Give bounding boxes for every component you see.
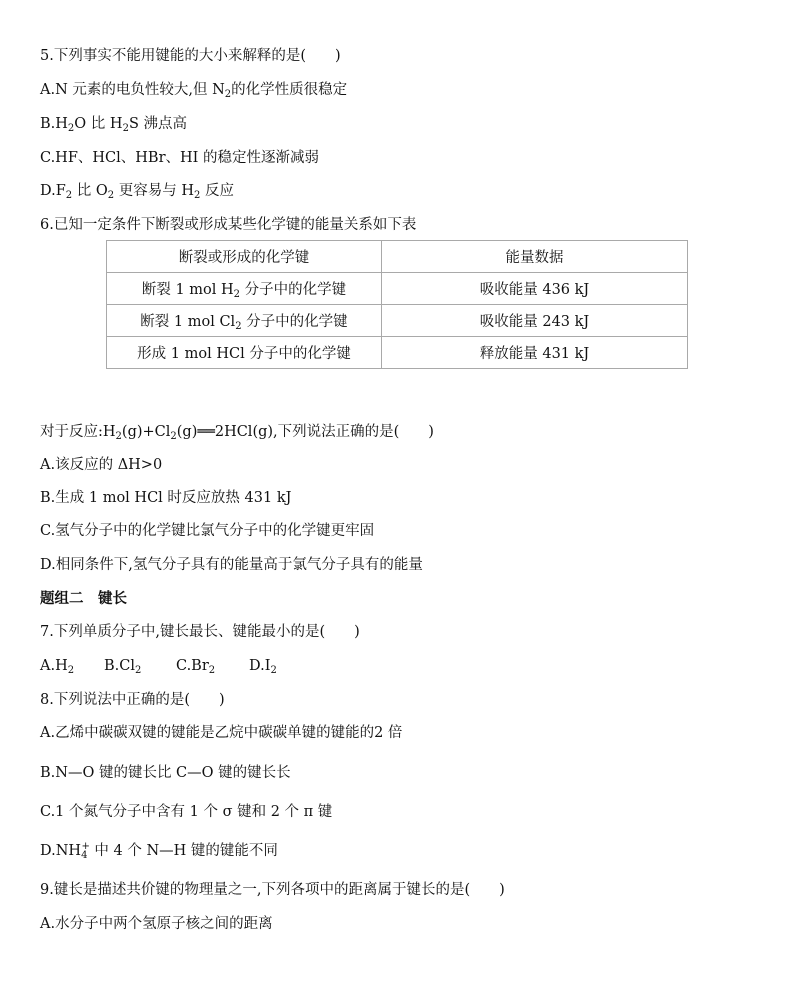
- q7-options: [40, 656, 277, 676]
- table-cell-energy: 吸收能量 436 kJ: [382, 273, 688, 305]
- table-cell-bond: 断裂 1 mol $Cl_2$ 分子中的化学键: [107, 305, 382, 337]
- table-cell-bond: 断裂 1 mol $H_2$ 分子中的化学键: [107, 273, 382, 305]
- table-header-bond: 断裂或形成的化学键: [107, 241, 382, 273]
- equals-sign: ══: [197, 424, 215, 440]
- table-cell-energy: 释放能量 431 kJ: [382, 337, 688, 369]
- table-cell-bond: 形成 1 mol HCl 分子中的化学键: [107, 337, 382, 369]
- q5-option-d: $D.F_2$ 比 $O_2$ 更容易与 $H_2$ 反应: [40, 183, 234, 201]
- table-header-row: [107, 241, 688, 273]
- q7-option-b: $B.Cl_2$: [104, 658, 142, 676]
- table-row: [107, 273, 688, 305]
- q9-option-a: A.水分子中两个氢原子核之间的距离: [40, 916, 273, 932]
- q6-reaction-stem: 对于反应$:H_2(g)+Cl_2(g)══2HCl(g)$,下列说法正确的是( ): [40, 424, 434, 442]
- q7-option-c: $C.Br_2$: [176, 658, 216, 676]
- q5-stem: 5.下列事实不能用键能的大小来解释的是( ): [40, 48, 341, 64]
- q7-option-d: $D.I_2$: [249, 658, 277, 676]
- q8-option-a: A.乙烯中碳碳双键的键能是乙烷中碳碳单键的键能的2 倍: [40, 725, 403, 741]
- q9-stem: 9.键长是描述共价键的物理量之一,下列各项中的距离属于键长的是( ): [40, 882, 505, 898]
- q7-stem: 7.下列单质分子中,键长最长、键能最小的是( ): [40, 624, 360, 640]
- q8-option-c: C.1 个氮气分子中含有 1 个 σ 键和 2 个 π 键: [40, 804, 333, 820]
- q6-option-d: D.相同条件下,氢气分子具有的能量高于氯气分子具有的能量: [40, 557, 423, 573]
- q7-option-a: $A.H_2$: [40, 658, 75, 676]
- table-cell-energy: 吸收能量 243 kJ: [382, 305, 688, 337]
- group-heading: 题组二 键长: [40, 590, 127, 607]
- q8-option-d: $D.NH_4^+$ 中 4 个 N—H 键的键能不同: [40, 841, 278, 861]
- q8-stem: 8.下列说法中正确的是( ): [40, 692, 225, 708]
- q5-option-a: A.N 元素的电负性较大,但 $N_2$的化学性质很稳定: [40, 82, 348, 100]
- table-row: [107, 337, 688, 369]
- q8-option-b: B.N—O 键的键长比 C—O 键的键长长: [40, 765, 291, 781]
- bond-energy-table: [106, 240, 688, 369]
- table-row: [107, 305, 688, 337]
- q6-option-b: B.生成 1 mol HCl 时反应放热 431 kJ: [40, 490, 292, 506]
- q5-option-c: C.HF、HCl、HBr、HI 的稳定性逐渐减弱: [40, 150, 319, 166]
- q5-option-b: $B.H_2O$ 比 $H_2S$ 沸点高: [40, 116, 187, 134]
- q6-option-c: C.氢气分子中的化学键比氯气分子中的化学键更牢固: [40, 523, 375, 539]
- q6-option-a: A.该反应的 ΔH>0: [40, 457, 163, 473]
- q6-stem: 6.已知一定条件下断裂或形成某些化学键的能量关系如下表: [40, 217, 417, 233]
- table-header-energy: 能量数据: [382, 241, 688, 273]
